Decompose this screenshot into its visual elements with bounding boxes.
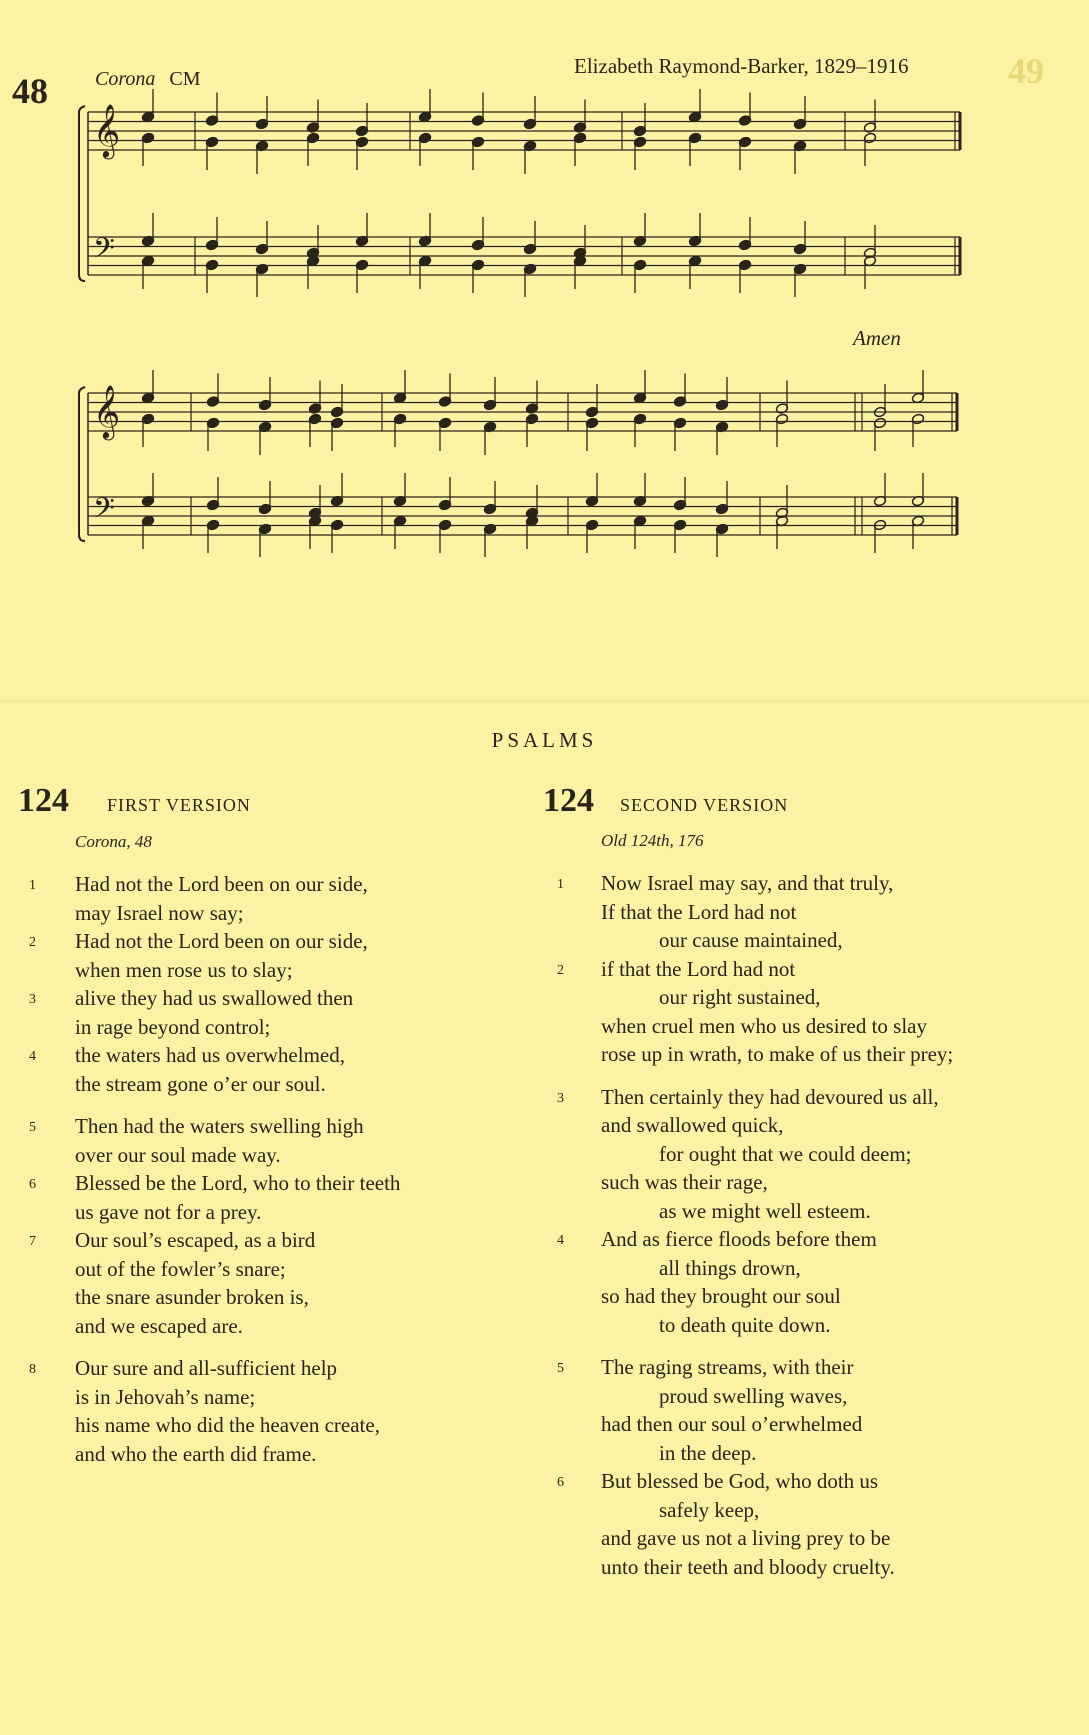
hymn-number: 48 — [12, 71, 48, 111]
verse-number: 5 — [29, 1120, 36, 1135]
verse-number: 4 — [557, 1233, 564, 1248]
stanza-gap — [601, 1339, 953, 1353]
system-2-treble-clef: 𝄞 — [93, 384, 121, 438]
composer-credit: Elizabeth Raymond-Barker, 1829–1916 — [574, 54, 909, 78]
verse-line — [75, 1383, 400, 1412]
verse-text: when men rose us to slay; — [75, 957, 293, 982]
verse-line — [29, 1354, 400, 1383]
verse-line — [557, 1083, 953, 1112]
verse-line — [601, 1197, 953, 1226]
tune-meter: CM — [169, 68, 201, 90]
section-heading: PSALMS — [491, 728, 598, 752]
verse-text: if that the Lord had not — [601, 956, 796, 981]
verse-text: Had not the Lord been on our side, — [75, 929, 368, 953]
verse-line — [601, 1382, 953, 1411]
verse-line — [75, 899, 400, 928]
verse-line — [75, 1411, 400, 1440]
verse-text: is in Jehovah’s name; — [75, 1384, 256, 1409]
verse-number: 1 — [557, 877, 564, 892]
psalm-tune-reference: Corona, 48 — [75, 832, 152, 851]
stanza-gap — [75, 1340, 400, 1354]
verse-text: may Israel now say; — [75, 900, 244, 925]
verse-text: to death quite down. — [659, 1312, 831, 1337]
verse-text: had then our soul o’erwhelmed — [601, 1412, 863, 1436]
verse-line — [75, 1070, 400, 1099]
tune-name: Corona — [95, 68, 156, 90]
verse-line — [557, 1353, 953, 1382]
verse-text: us gave not for a prey. — [75, 1199, 262, 1224]
verse-line — [29, 984, 400, 1013]
verse-text: The raging streams, with their — [601, 1355, 854, 1379]
verse-line — [29, 1169, 401, 1198]
verse-line — [75, 1312, 400, 1341]
verse-line — [601, 1282, 953, 1311]
verse-text: our right sustained, — [659, 985, 821, 1009]
verse-text: rose up in wrath, to make of us their prey; — [601, 1042, 954, 1066]
verse-text: in the deep. — [659, 1440, 757, 1465]
verse-line — [75, 1283, 400, 1312]
psalm-first-header — [18, 782, 251, 820]
verse-text: and we escaped are. — [75, 1313, 243, 1338]
verse-line — [75, 1440, 400, 1469]
psalm-first-text — [29, 870, 401, 1468]
music-score — [0, 0, 1089, 600]
verse-text: when cruel men who us desired to slay — [601, 1013, 928, 1038]
verse-line — [601, 1168, 953, 1197]
verse-number: 3 — [557, 1090, 564, 1106]
verse-text: all things drown, — [659, 1255, 801, 1280]
verse-number: 4 — [29, 1049, 36, 1064]
system-1-treble-clef: 𝄞 — [93, 103, 121, 157]
psalm-version-label: FIRST VERSION — [107, 795, 251, 815]
verse-line — [601, 1012, 953, 1041]
verse-line — [29, 927, 400, 956]
verse-line — [75, 1255, 400, 1284]
page-fold — [0, 700, 1089, 703]
verse-text: and gave us not a living prey to be — [601, 1526, 891, 1550]
psalm-number: 124 — [18, 782, 69, 819]
verse-line — [601, 926, 953, 955]
verse-text: Then had the waters swelling high — [75, 1114, 364, 1138]
psalm-tune-reference: Old 124th, 176 — [601, 831, 704, 850]
verse-line — [601, 898, 953, 927]
verse-line — [75, 1141, 400, 1170]
verse-text: such was their rage, — [601, 1170, 768, 1194]
verse-text: Now Israel may say, and that truly, — [601, 871, 894, 895]
verse-number: 5 — [557, 1361, 564, 1376]
verse-line — [557, 955, 953, 984]
verse-text: unto their teeth and bloody cruelty. — [601, 1554, 895, 1579]
verse-text: as we might well esteem. — [659, 1198, 871, 1223]
verse-line — [557, 1467, 953, 1496]
verse-text: And as fierce floods before them — [601, 1227, 877, 1251]
verse-text: safely keep, — [659, 1497, 760, 1522]
psalm-second-header — [543, 782, 788, 820]
verse-line — [601, 1040, 953, 1069]
verse-line — [601, 1496, 953, 1525]
verse-text: for ought that we could deem; — [659, 1141, 912, 1166]
verse-line — [29, 1041, 400, 1070]
verse-line — [75, 1198, 400, 1227]
psalm-number: 124 — [543, 782, 594, 819]
verse-line — [601, 1553, 953, 1582]
system-1-bass-clef: 𝄢 — [93, 232, 115, 272]
verse-line — [557, 1225, 953, 1254]
verse-line — [601, 1254, 953, 1283]
verse-number: 2 — [29, 935, 36, 950]
verse-line — [29, 1112, 400, 1141]
stanza-gap — [601, 1069, 953, 1083]
stanza-gap — [75, 1098, 400, 1112]
verse-text: Then certainly they had devoured us all, — [601, 1084, 939, 1109]
verse-number: 7 — [29, 1234, 36, 1249]
system-1-brace — [79, 106, 85, 281]
verse-text: and who the earth did frame. — [75, 1441, 317, 1466]
system-2-bass-clef: 𝄢 — [93, 492, 115, 532]
verse-line — [29, 870, 400, 899]
verse-text: over our soul made way. — [75, 1142, 281, 1167]
verse-text: Our soul’s escaped, as a bird — [75, 1228, 316, 1252]
verse-text: our cause maintained, — [659, 928, 843, 952]
verse-text: But blessed be God, who doth us — [601, 1469, 879, 1493]
verse-line — [601, 983, 953, 1012]
verse-line — [557, 869, 953, 898]
verse-text: and swallowed quick, — [601, 1113, 784, 1137]
verse-line — [601, 1111, 953, 1140]
verse-text: If that the Lord had not — [601, 899, 797, 924]
amen-label: Amen — [853, 326, 901, 350]
psalm-second-text — [557, 869, 954, 1581]
verse-number: 3 — [29, 992, 36, 1007]
verse-number: 6 — [29, 1177, 36, 1192]
verse-text: proud swelling waves, — [659, 1383, 848, 1408]
verse-line — [75, 1013, 400, 1042]
verse-line — [601, 1524, 953, 1553]
verse-number: 2 — [557, 962, 564, 978]
verse-line — [29, 1226, 400, 1255]
verse-number: 1 — [29, 878, 36, 893]
verse-line — [601, 1439, 953, 1468]
verse-text: in rage beyond control; — [75, 1014, 271, 1039]
verse-line — [601, 1410, 953, 1439]
verse-line — [601, 1311, 953, 1340]
verse-text: the snare asunder broken is, — [75, 1285, 309, 1309]
verse-text: Had not the Lord been on our side, — [75, 872, 368, 896]
verse-text: so had they brought our soul — [601, 1284, 841, 1308]
bleed-through-page-number: 49 — [1008, 51, 1044, 91]
verse-text: Blessed be the Lord, who to their teeth — [75, 1171, 401, 1195]
psalm-version-label: SECOND VERSION — [620, 795, 789, 815]
verse-text: out of the fowler’s snare; — [75, 1256, 286, 1281]
verse-text: alive they had us swallowed then — [75, 986, 354, 1010]
verse-text: his name who did the heaven create, — [75, 1413, 380, 1437]
verse-text: Our sure and all-sufficient help — [75, 1356, 338, 1380]
system-2-brace — [79, 387, 85, 541]
verse-number: 8 — [29, 1362, 36, 1377]
verse-number: 6 — [557, 1475, 564, 1490]
verse-text: the waters had us overwhelmed, — [75, 1043, 345, 1067]
verse-line — [75, 956, 400, 985]
verse-line — [601, 1140, 953, 1169]
verse-text: the stream gone o’er our soul. — [75, 1071, 326, 1096]
